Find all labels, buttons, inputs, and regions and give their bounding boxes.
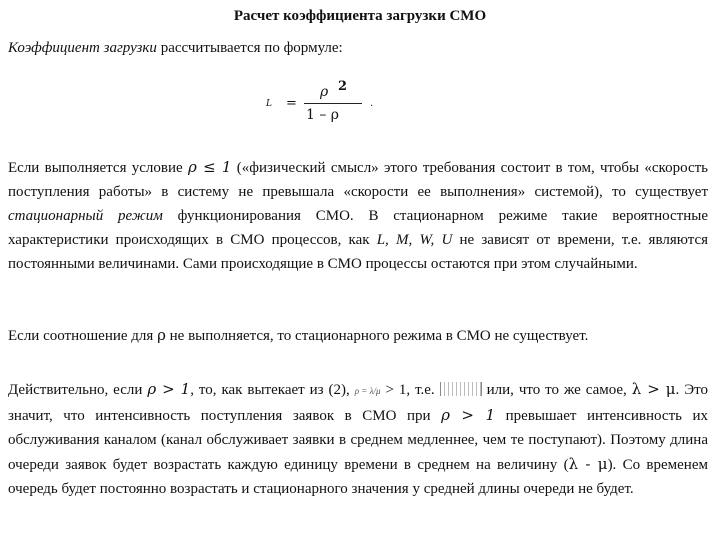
condition-rho-gt-1-again: ρ > 1	[441, 406, 496, 424]
stationary-mode-term: стационарный режим	[8, 208, 163, 224]
text-segment: > 1, т.е.	[380, 382, 440, 398]
page-title: Расчет коэффициента загрузки СМО	[233, 8, 487, 24]
rho-lambda-mu-fragment: ρ = λ/μ	[354, 386, 381, 396]
condition-lambda-gt-mu: λ > μ	[631, 380, 676, 398]
text-segment: , то, как вытекает из (2),	[190, 382, 355, 398]
intro-rest: рассчитывается по формуле:	[156, 40, 343, 56]
variables-w-u: W, U	[419, 232, 453, 248]
text-segment: Если выполняется условие	[8, 160, 188, 176]
intro-line	[8, 40, 343, 57]
formula-power: 2	[338, 79, 348, 94]
paragraph-no-stationary	[8, 323, 708, 348]
text-segment: Действительно, если	[8, 382, 148, 398]
formula-equals: =	[286, 96, 297, 111]
rho-symbol: ρ	[157, 326, 166, 344]
text-segment: («физический смысл» этого требования состоит в том, чтобы «скорость поступления работы» в систему не превышала «скорости ее выполнения» системой), то существует	[8, 160, 708, 200]
text-segment: не выполняется, то стационарного режима в СМО не существует.	[165, 328, 589, 344]
paragraph-stationary-condition	[8, 155, 708, 276]
text-segment: ). Со временем очередь будет постоянно возрастать и стационарного значения у средней длины очереди не будет.	[8, 457, 708, 497]
fraction-bar	[304, 103, 362, 104]
text-segment: не зависят от времени, т.е. являются постоянными величинами. Сами происходящие в СМО процессы остаются при этом случайными.	[8, 232, 709, 272]
text-segment: функционирования СМО. В стационарном режиме такие вероятностные характеристики происходящих в СМО процессов, как	[8, 208, 708, 248]
text-segment: превышает интенсивность их обслуживания каналом (канал обслуживает заявки в среднем медленнее, чем те поступают). Поэтому длина очереди заявок будет возрастать каждую единицу времени в среднем на величину (	[8, 408, 709, 473]
text-segment: . Это значит, что интенсивность поступления заявок в СМО при	[8, 382, 708, 424]
formula-numerator: ρ	[320, 84, 329, 100]
lambda-minus-mu: λ - μ	[568, 455, 608, 473]
paragraph-queue-growth	[8, 377, 708, 501]
condition-rho-gt-1: ρ > 1	[147, 380, 191, 398]
formula-denominator: 1 – ρ	[306, 107, 340, 123]
load-factor-formula	[266, 79, 386, 132]
formula-end: .	[370, 98, 374, 109]
formula-lhs: L	[266, 99, 272, 109]
intro-term: Коэффициент загрузки	[8, 40, 157, 56]
text-segment: Если соотношение для	[8, 328, 158, 344]
text-segment: или, что то же самое,	[486, 382, 632, 398]
condition-rho-le-1: ρ ≤ 1	[187, 158, 232, 176]
variables-l-m: L, M,	[376, 232, 413, 248]
garbled-formula-image	[440, 382, 482, 396]
